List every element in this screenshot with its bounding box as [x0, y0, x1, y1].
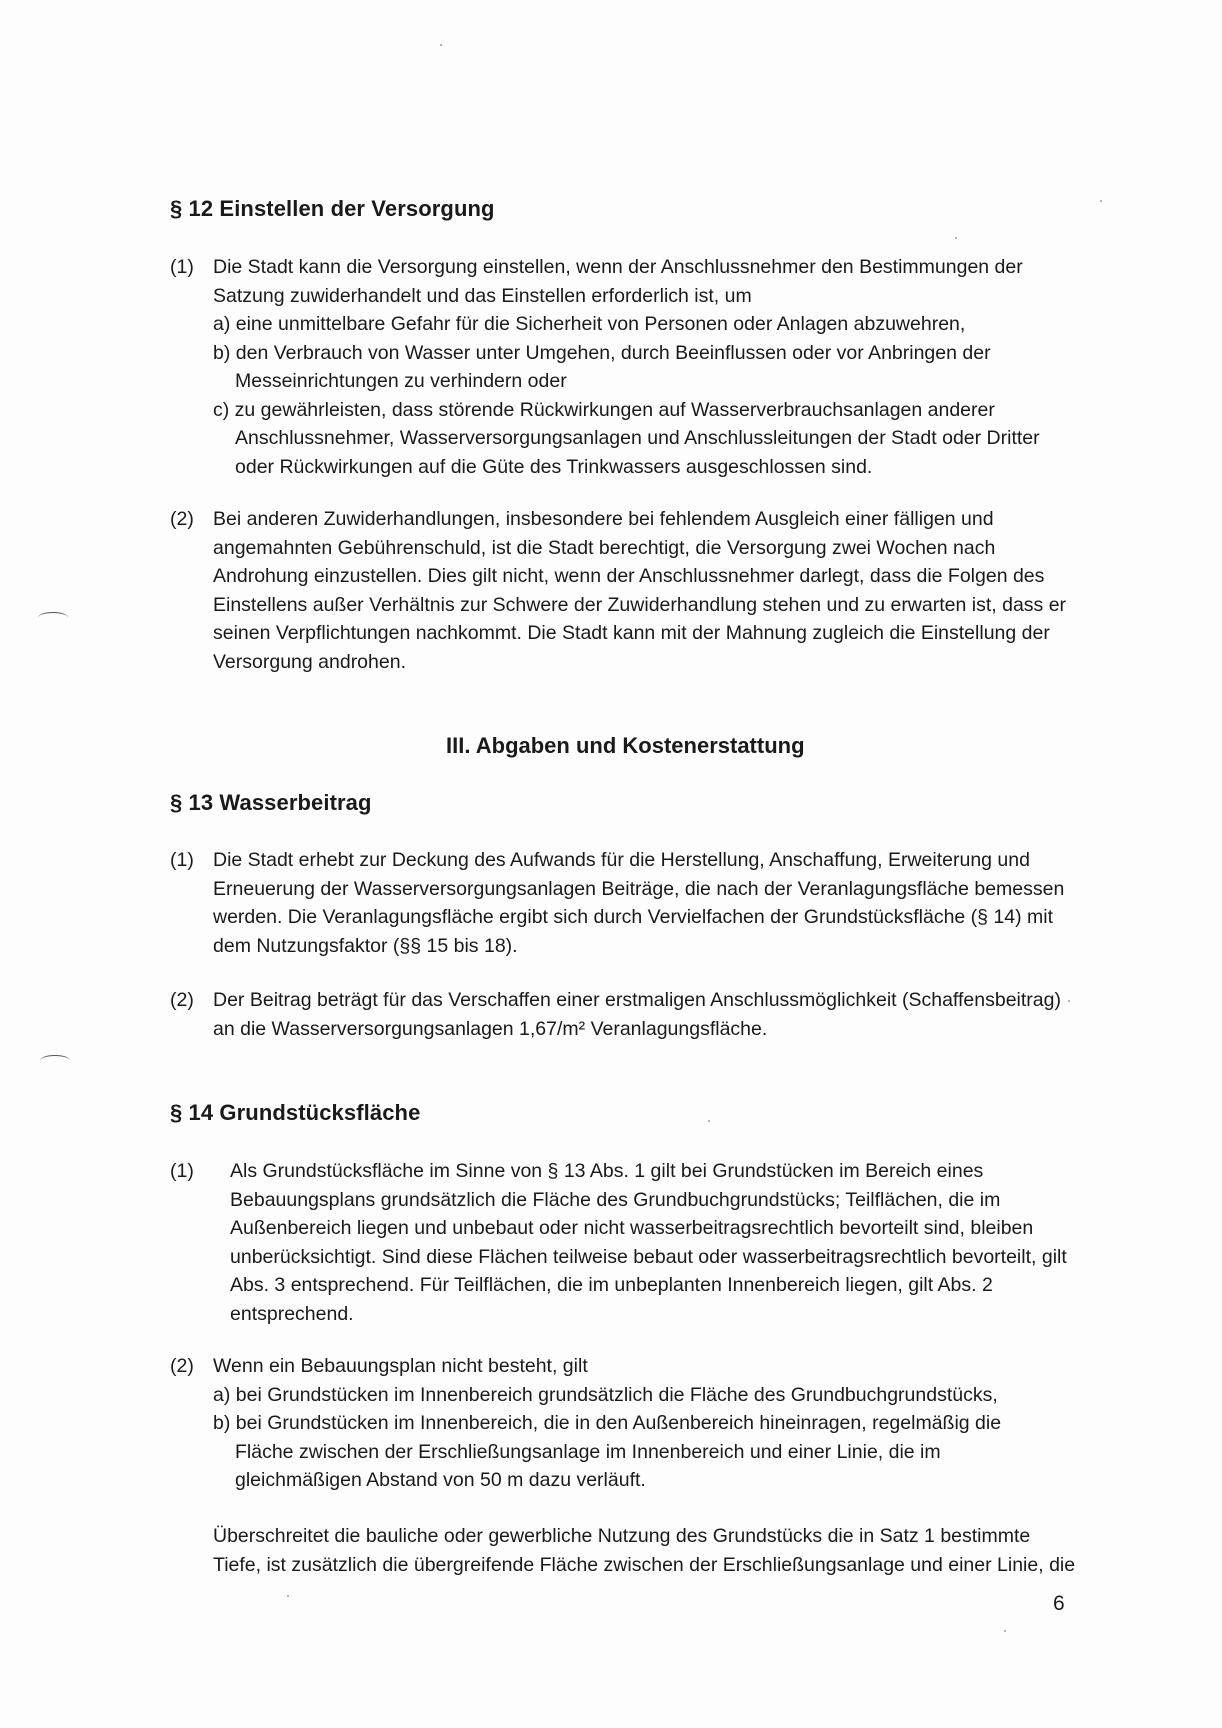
text-line: Überschreitet die bauliche oder gewerbliche Nutzung des Grundstücks die in Satz 1 bestimmte	[213, 1525, 1031, 1547]
text-line: werden. Die Veranlagungsfläche ergibt sich durch Vervielfachen der Grundstücksfläche (§ 14) mit	[213, 906, 1054, 928]
text-line: Anschlussnehmer, Wasserversorgungsanlagen und Anschlussleitungen der Stadt oder Dritter	[235, 427, 1040, 449]
text-line: Messeinrichtungen zu verhindern oder	[235, 370, 567, 392]
s12-paragraph-1	[170, 253, 1070, 481]
section-heading-14: § 14 Grundstücksfläche	[170, 1100, 421, 1125]
text-line: Außenbereich liegen und unbebaut oder nicht wasserbeitragsrechtlich bevorteilt sind, bleiben	[230, 1217, 1034, 1239]
scan-mark	[40, 1055, 70, 1066]
scan-mark	[38, 612, 68, 623]
text-line: angemahnten Gebührenschuld, ist die Stadt berechtigt, die Versorgung zwei Wochen nach	[213, 536, 996, 559]
text-line: Der Beitrag beträgt für das Verschaffen einer erstmaligen Anschlussmöglichkeit (Schaffensbeitrag)	[213, 989, 1061, 1011]
scan-speck	[287, 1595, 289, 1597]
text-line: gleichmäßigen Abstand von 50 m dazu verläuft.	[235, 1469, 646, 1491]
text-line: b) bei Grundstücken im Innenbereich, die in den Außenbereich hineinragen, regelmäßig die	[213, 1412, 1002, 1434]
text-line: Die Stadt kann die Versorgung einstellen, wenn der Anschlussnehmer den Bestimmungen der	[213, 256, 1023, 278]
text-line: Als Grundstücksfläche im Sinne von § 13 Abs. 1 gilt bei Grundstücken im Bereich eines	[230, 1160, 984, 1182]
text-line: Androhung einzustellen. Dies gilt nicht, wenn der Anschlussnehmer darlegt, dass die Folgen des	[213, 565, 1045, 587]
s14-paragraph-1	[170, 1157, 1070, 1328]
text-line: Versorgung androhen.	[213, 650, 406, 673]
paragraph-number: (1)	[170, 1160, 194, 1182]
text-line: Bei anderen Zuwiderhandlungen, insbesondere bei fehlendem Ausgleich einer fälligen und	[213, 508, 994, 530]
text-line: Wenn ein Bebauungsplan nicht besteht, gilt	[213, 1355, 588, 1377]
text-line: Tiefe, ist zusätzlich die übergreifende Fläche zwischen der Erschließungsanlage und einer Linie, die	[213, 1553, 1076, 1576]
scan-speck	[955, 237, 957, 239]
paragraph-number: (2)	[170, 989, 194, 1011]
text-line: entsprechend.	[230, 1302, 354, 1325]
scan-speck	[440, 44, 442, 46]
s13-paragraph-1	[170, 846, 1070, 960]
paragraph-number: (1)	[170, 849, 194, 871]
text-line: Abs. 3 entsprechend. Für Teilflächen, die im unbeplanten Innenbereich liegen, gilt Abs. 2	[230, 1274, 993, 1296]
text-line: Bebauungsplans grundsätzlich die Fläche des Grundbuchgrundstücks; Teilflächen, die im	[230, 1188, 1001, 1211]
text-line: Fläche zwischen der Erschließungsanlage im Innenbereich und einer Linie, die im	[235, 1440, 941, 1463]
text-line: a) bei Grundstücken im Innenbereich grundsätzlich die Fläche des Grundbuchgrundstücks,	[213, 1383, 998, 1406]
text-line: an die Wasserversorgungsanlagen 1,67/m² Veranlagungsfläche.	[213, 1017, 768, 1040]
section-heading-13: § 13 Wasserbeitrag	[170, 790, 372, 815]
text-line: dem Nutzungsfaktor (§§ 15 bis 18).	[213, 934, 518, 957]
text-line: Erneuerung der Wasserversorgungsanlagen Beiträge, die nach der Veranlagungsfläche bemessen	[213, 877, 1065, 900]
s14-paragraph-2	[170, 1352, 1070, 1495]
paragraph-number: (1)	[170, 256, 194, 278]
section-heading-12: § 12 Einstellen der Versorgung	[170, 196, 495, 221]
text-line: b) den Verbrauch von Wasser unter Umgehen, durch Beeinflussen oder vor Anbringen der	[213, 341, 991, 364]
s14-paragraph-3	[170, 1522, 1076, 1579]
scan-speck	[1100, 200, 1102, 202]
scan-speck	[1004, 1630, 1006, 1632]
text-line: Satzung zuwiderhandelt und das Einstellen erforderlich ist, um	[213, 284, 752, 307]
paragraph-number: (2)	[170, 1355, 194, 1377]
paragraph-number: (2)	[170, 508, 194, 530]
text-line: unberücksichtigt. Sind diese Flächen teilweise bebaut oder wasserbeitragsrechtlich bevorteilt, gilt	[230, 1245, 1067, 1268]
text-line: a) eine unmittelbare Gefahr für die Sicherheit von Personen oder Anlagen abzuwehren,	[213, 313, 966, 335]
s13-paragraph-2	[170, 986, 1070, 1043]
scan-speck	[708, 1120, 710, 1122]
s12-paragraph-2	[170, 505, 1070, 676]
text-line: seinen Verpflichtungen nachkommt. Die Stadt kann mit der Mahnung zugleich die Einstellung der	[213, 622, 1050, 644]
text-line: oder Rückwirkungen auf die Güte des Trinkwassers ausgeschlossen sind.	[235, 455, 873, 478]
text-line: c) zu gewährleisten, dass störende Rückwirkungen auf Wasserverbrauchsanlagen anderer	[213, 398, 995, 421]
text-line: Einstellens außer Verhältnis zur Schwere der Zuwiderhandlung stehen und zu erwarten ist, dass er	[213, 593, 1067, 616]
part-heading: III. Abgaben und Kostenerstattung	[446, 733, 805, 758]
text-line: Die Stadt erhebt zur Deckung des Aufwands für die Herstellung, Anschaffung, Erweiterung und	[213, 849, 1030, 871]
page-number: 6	[1053, 1592, 1065, 1615]
